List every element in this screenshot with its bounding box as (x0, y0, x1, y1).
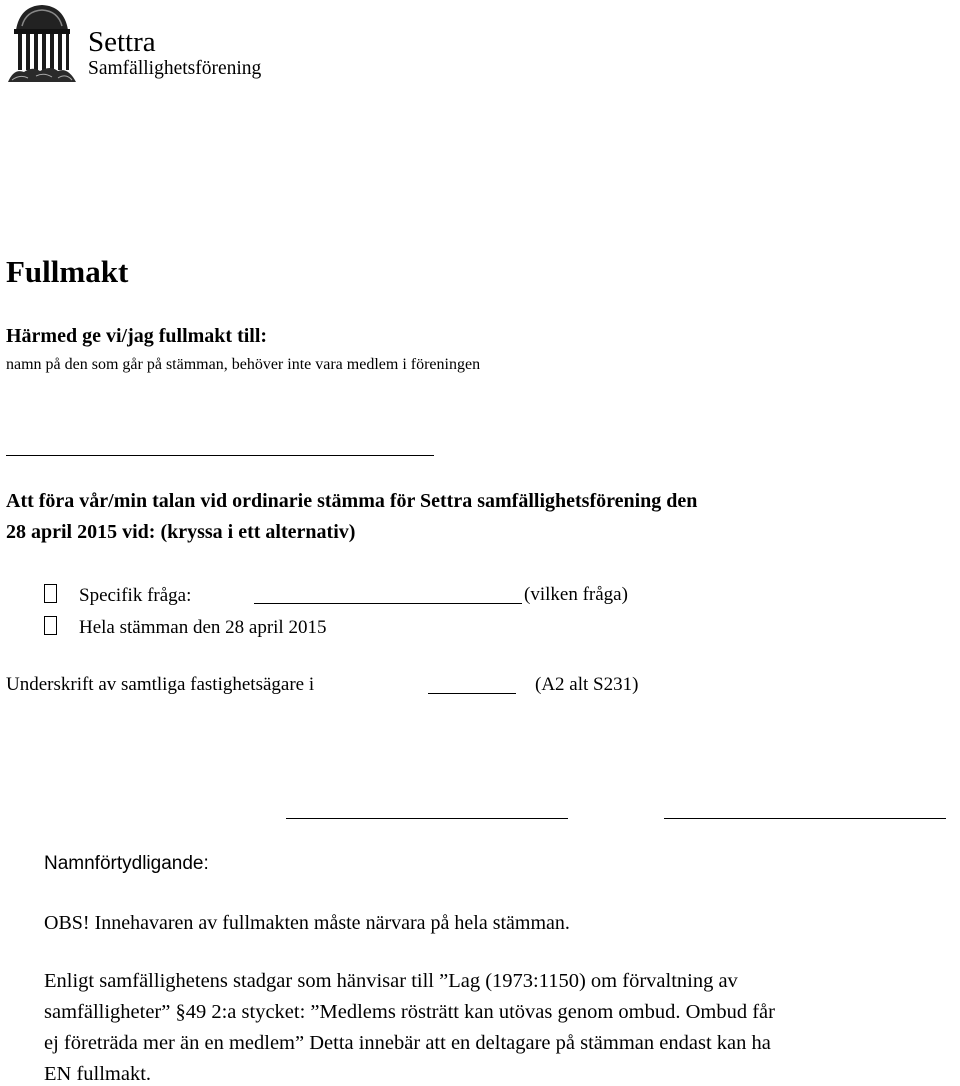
signature-suffix: (A2 alt S231) (535, 674, 639, 695)
option-fill-hint: (vilken fråga) (524, 584, 628, 605)
option-specific-question[interactable] (44, 584, 191, 607)
property-number-line[interactable] (428, 693, 516, 694)
association-logo (6, 2, 276, 84)
purpose-line-1: Att föra vår/min talan vid ordinarie stämma för Settra samfällighetsförening den (6, 490, 698, 512)
option-label: Specifik fråga: (79, 585, 192, 606)
signature-line-1[interactable] (286, 818, 568, 819)
checkbox-whole-meeting[interactable] (44, 616, 57, 635)
option-whole-meeting[interactable] (44, 616, 326, 639)
purpose-line-2: 28 april 2015 vid: (kryssa i ett alternativ) (6, 521, 356, 543)
law-text-line: Enligt samfällighetens stadgar som hänvisar till ”Lag (1973:1150) om förvaltning av (44, 970, 738, 992)
checkbox-specific-question[interactable] (44, 584, 57, 603)
law-text-line: EN fullmakt. (44, 1063, 152, 1085)
water-tower-icon (6, 2, 78, 84)
proxy-name-line[interactable] (6, 455, 434, 456)
law-text-line: ej företräda mer än en medlem” Detta innebär att en deltagare på stämman endast kan ha (44, 1032, 771, 1054)
logo-name: Settra (88, 26, 156, 58)
proxy-heading: Härmed ge vi/jag fullmakt till: (6, 325, 268, 347)
logo-subtitle: Samfällighetsförening (88, 58, 262, 79)
signature-line-2[interactable] (664, 818, 946, 819)
obs-note: OBS! Innehavaren av fullmakten måste närvara på hela stämman. (44, 912, 570, 934)
name-clarification-label: Namnförtydligande: (44, 853, 209, 874)
document-title: Fullmakt (6, 254, 129, 289)
option-label: Hela stämman den 28 april 2015 (79, 617, 327, 638)
proxy-subnote: namn på den som går på stämman, behöver inte vara medlem i föreningen (6, 356, 481, 373)
specific-question-line[interactable] (254, 603, 522, 604)
signature-label: Underskrift av samtliga fastighetsägare i (6, 674, 315, 695)
law-text-line: samfälligheter” §49 2:a stycket: ”Medlems rösträtt kan utövas genom ombud. Ombud får (44, 1001, 775, 1023)
